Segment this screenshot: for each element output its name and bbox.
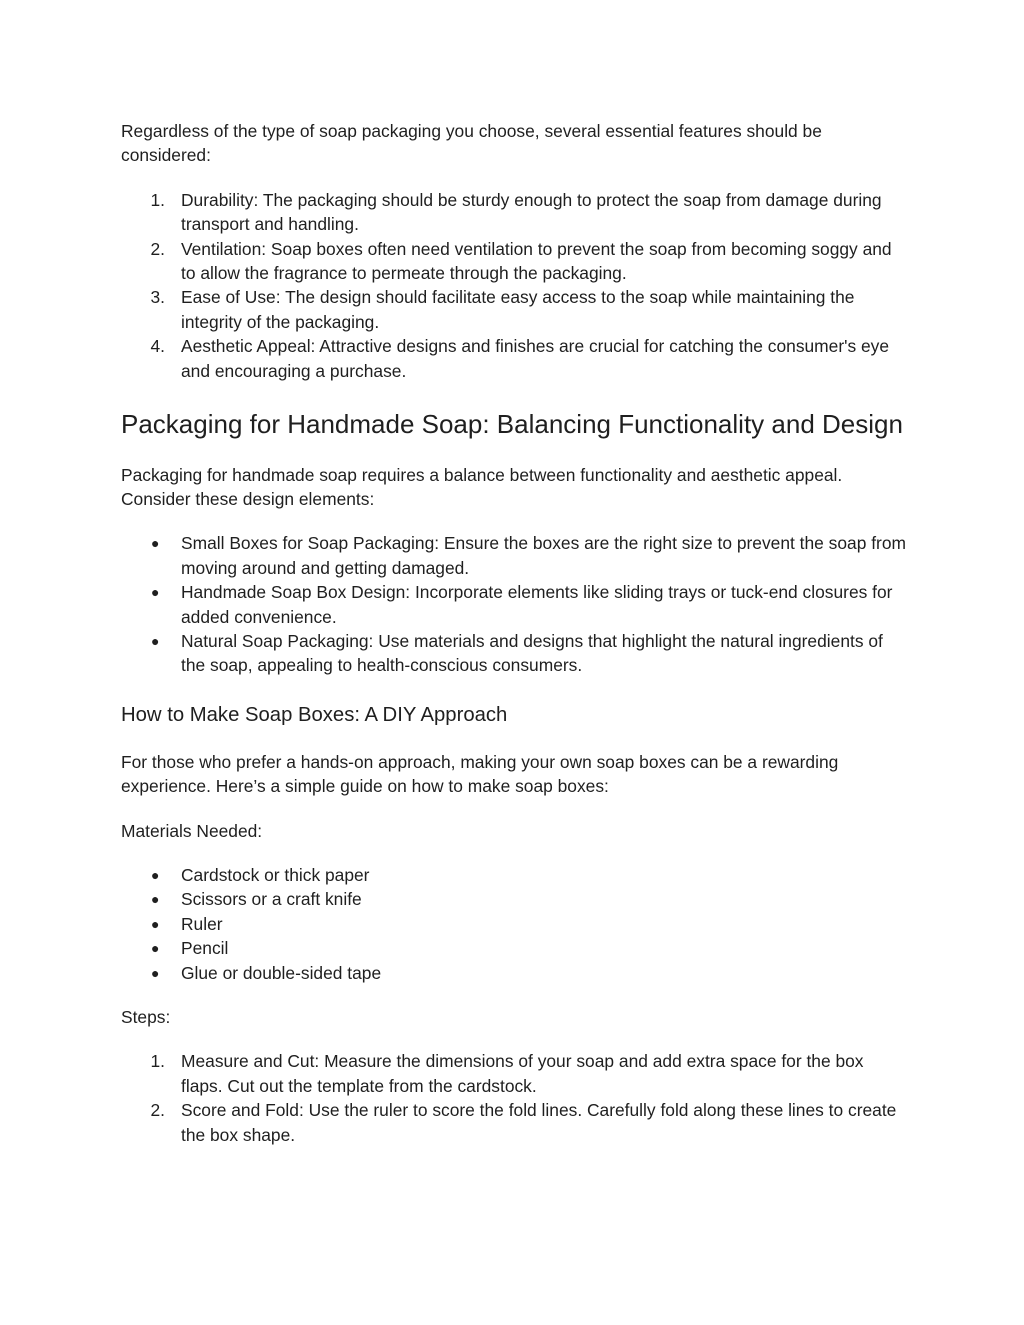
list-item-text: Ruler [181, 913, 223, 934]
list-item [121, 961, 907, 985]
list-item [121, 580, 907, 629]
bullet-icon: ● [151, 584, 160, 601]
list-item-text: Ventilation: Soap boxes often need ventilation to prevent the soap from becoming soggy and to allow the fragrance to permeate through the packaging. [181, 238, 892, 284]
list-item-text: Handmade Soap Box Design: Incorporate elements like sliding trays or tuck-end closures for added convenience. [181, 582, 893, 627]
bullet-icon: ● [151, 964, 160, 981]
list-item [121, 912, 907, 936]
materials-list [121, 863, 907, 985]
section-paragraph: For those who prefer a hands-on approach, making your own soap boxes can be a rewarding experience. Here’s a simple guide on how to make soap boxes: [121, 751, 839, 797]
list-number: 3. [150, 287, 165, 308]
intro-paragraph: Regardless of the type of soap packaging you choose, several essential features should be considered: [121, 121, 822, 166]
list-item-text: Small Boxes for Soap Packaging: Ensure the boxes are the right size to prevent the soap from moving around and getting damaged. [181, 533, 907, 578]
list-item-text: Pencil [181, 938, 229, 959]
list-number: 1. [150, 189, 165, 210]
bullet-icon: ● [151, 891, 160, 908]
list-item [121, 1049, 907, 1098]
list-item [121, 936, 907, 960]
list-item-text: Aesthetic Appeal: Attractive designs and finishes are crucial for catching the consumer's eye and encouraging a purchase. [181, 336, 890, 381]
list-item-text: Ease of Use: The design should facilitate easy access to the soap while maintaining the integrity of the packaging. [181, 287, 855, 332]
design-elements-list [121, 531, 907, 677]
list-number: 4. [150, 336, 165, 357]
list-item-text: Natural Soap Packaging: Use materials and designs that highlight the natural ingredients of the soap, appealing to health-conscious consumers. [181, 631, 883, 676]
bullet-icon: ● [151, 535, 160, 552]
bullet-icon: ● [151, 915, 160, 932]
list-item-text: Cardstock or thick paper [181, 865, 370, 886]
list-item-text: Scissors or a craft knife [181, 889, 362, 910]
list-item-text: Glue or double-sided tape [181, 962, 382, 983]
list-item [121, 629, 907, 678]
list-number: 2. [150, 238, 165, 259]
list-number: 2. [150, 1100, 165, 1121]
list-item [121, 188, 907, 237]
list-item-text: Durability: The packaging should be sturdy enough to protect the soap from damage during transport and handling. [181, 189, 882, 235]
list-item [121, 334, 907, 383]
steps-list [121, 1049, 907, 1147]
list-item [121, 237, 907, 286]
bullet-icon: ● [151, 940, 160, 957]
list-item [121, 863, 907, 887]
list-item [121, 1098, 907, 1147]
list-item-text: Score and Fold: Use the ruler to score the fold lines. Carefully fold along these lines to create the box shape. [181, 1100, 897, 1145]
document-page [121, 119, 907, 1147]
list-number: 1. [150, 1051, 165, 1072]
section-heading-handmade-soap: Packaging for Handmade Soap: Balancing Functionality and Design [121, 409, 903, 440]
list-item [121, 285, 907, 334]
bullet-icon: ● [151, 867, 160, 884]
list-item [121, 887, 907, 911]
materials-label: Materials Needed: [121, 820, 263, 841]
features-list [121, 188, 907, 383]
bullet-icon: ● [151, 633, 160, 649]
section-heading-diy: How to Make Soap Boxes: A DIY Approach [121, 703, 508, 726]
section-paragraph: Packaging for handmade soap requires a balance between functionality and aesthetic appeal. Consider these design elements: [121, 464, 843, 509]
list-item [121, 531, 907, 580]
steps-label: Steps: [121, 1007, 171, 1028]
list-item-text: Measure and Cut: Measure the dimensions of your soap and add extra space for the box flaps. Cut out the template from the cardstock. [181, 1051, 864, 1096]
